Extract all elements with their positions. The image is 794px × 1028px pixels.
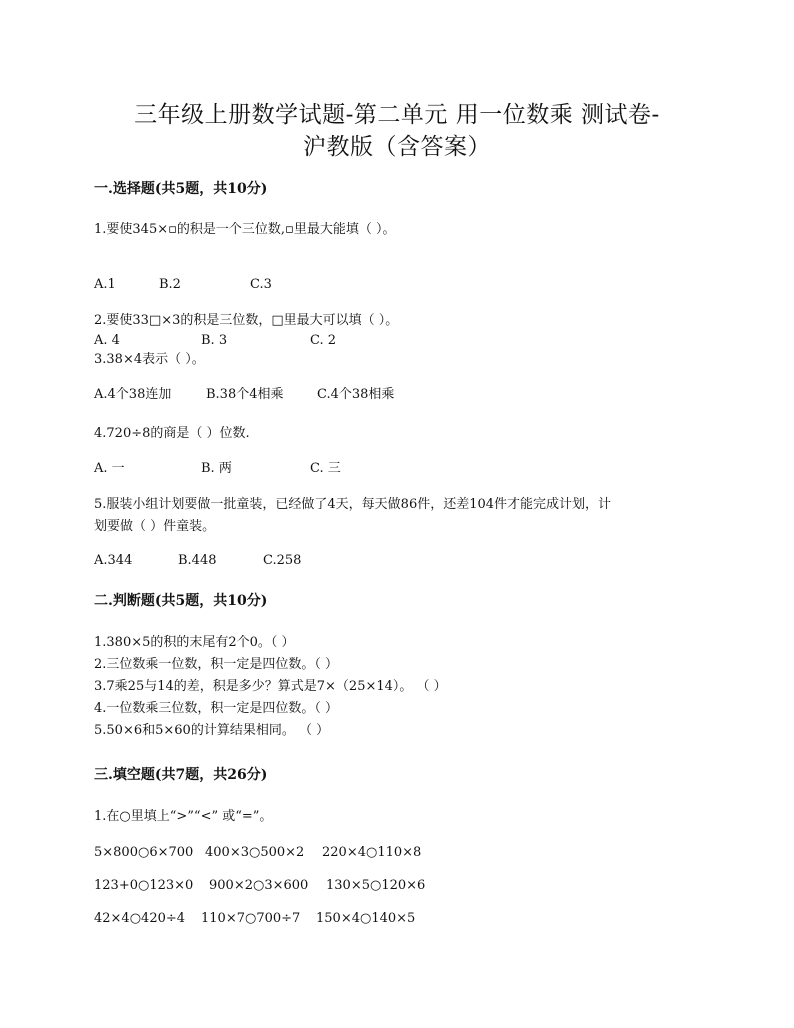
comparison-item: 42×4○420÷4 — [94, 911, 186, 926]
option-a: A.4个38连加 — [94, 387, 172, 402]
page-title-line-1: 三年级上册数学试题-第二单元 用一位数乘 测试卷- — [134, 102, 660, 128]
question-5-text-line-1: 5.服装小组计划要做一批童装，已经做了4天，每天做86件，还差104件才能完成计划，计 — [94, 497, 612, 512]
page-title-line-2: 沪教版（含答案） — [303, 134, 491, 160]
section-heading-judgement: 二.判断题(共5题，共10分) — [94, 593, 268, 609]
option-b: B.448 — [178, 553, 217, 568]
question-2-text: 2.要使33□×3的积是三位数，□里最大可以填（ ）。 — [94, 313, 399, 328]
comparison-item: 130×5○120×6 — [326, 878, 426, 893]
option-b: B. 两 — [201, 461, 232, 476]
comparison-item: 5×800○6×700 — [94, 845, 194, 860]
option-c: C. 三 — [310, 461, 341, 476]
option-c: C. 2 — [310, 333, 337, 348]
comparison-item: 110×7○700÷7 — [201, 911, 301, 926]
question-1-text: 1.要使345×▫的积是一个三位数,▫里最大能填（ ）。 — [94, 222, 396, 237]
option-a: A. 4 — [94, 333, 120, 348]
comparison-item: 900×2○3×600 — [209, 878, 309, 893]
judgement-item-3: 3.7乘25与14的差，积是多少？算式是7×（25×14）。 （ ） — [94, 679, 447, 694]
fill-question-1-text: 1.在○里填上“>”“<” 或“=”。 — [94, 809, 273, 824]
comparison-item: 150×4○140×5 — [316, 911, 416, 926]
option-a: A.1 — [94, 277, 116, 292]
judgement-item-2: 2.三位数乘一位数，积一定是四位数。（ ） — [94, 657, 339, 672]
judgement-item-1: 1.380×5的积的末尾有2个0。（ ） — [94, 635, 295, 650]
comparison-item: 220×4○110×8 — [322, 845, 422, 860]
option-c: C.3 — [250, 277, 272, 292]
option-b: B.38个4相乘 — [206, 387, 284, 402]
option-a: A.344 — [94, 553, 133, 568]
judgement-item-5: 5.50×6和5×60的计算结果相同。 （ ） — [94, 723, 330, 738]
question-5-text-line-2: 划要做（ ）件童装。 — [94, 519, 216, 534]
option-c: C.4个38相乘 — [317, 387, 395, 402]
option-a: A. 一 — [94, 461, 125, 476]
section-heading-choice: 一.选择题(共5题，共10分) — [94, 181, 268, 197]
section-heading-fill-in: 三.填空题(共7题，共26分) — [94, 767, 268, 783]
question-3-text: 3.38×4表示（ ）。 — [94, 352, 205, 367]
question-4-text: 4.720÷8的商是（ ）位数. — [94, 426, 250, 441]
judgement-item-4: 4.一位数乘三位数，积一定是四位数。（ ） — [94, 701, 339, 716]
comparison-item: 123+0○123×0 — [94, 878, 194, 893]
option-b: B.2 — [159, 277, 181, 292]
option-b: B. 3 — [201, 333, 228, 348]
option-c: C.258 — [263, 553, 302, 568]
comparison-item: 400×3○500×2 — [205, 845, 305, 860]
